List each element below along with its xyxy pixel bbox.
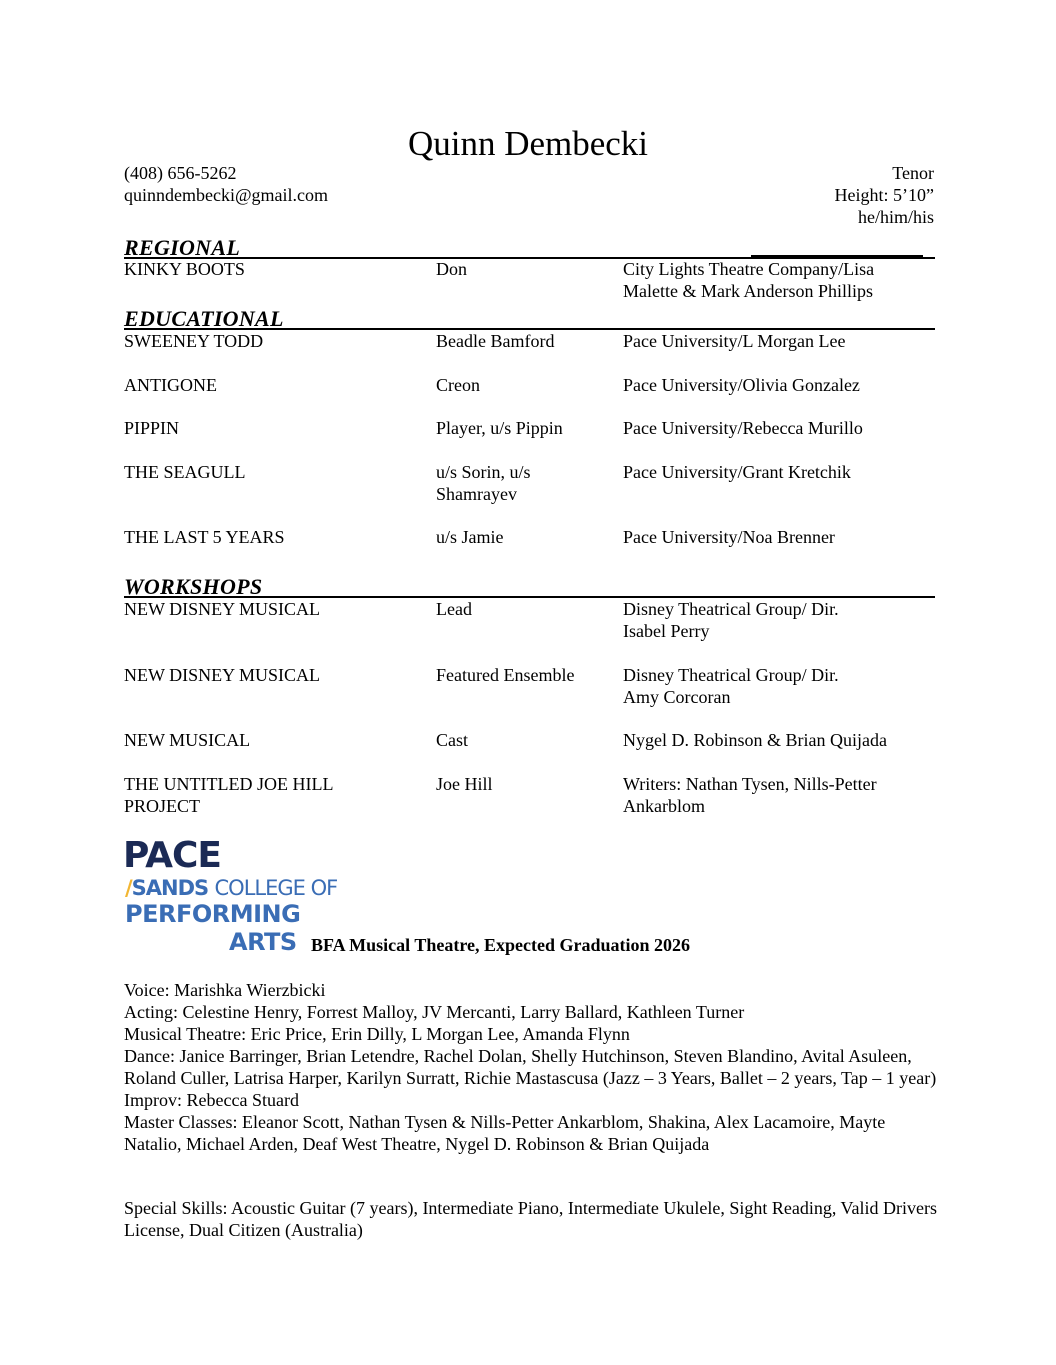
credit-show: THE UNTITLED JOE HILL PROJECT <box>124 774 333 816</box>
credit-role: Lead <box>436 599 472 619</box>
training-dance: Dance: Janice Barringer, Brian Letendre, Rachel Dolan, Shelly Hutchinson, Steven Blandino, Avital Asuleen, Roland Culler, Latrisa Harper, Karilyn Surratt, Richie Mastascusa (Jazz – 3 Years, Ballet – 2 years, Tap – 1 year) <box>124 1046 937 1088</box>
logo-performing: PERFORMING <box>125 900 301 928</box>
actor-stats <box>835 162 934 228</box>
credit-company: City Lights Theatre Company/Lisa Malette & Mark Anderson Phillips <box>623 259 875 301</box>
phone-number: (408) 656-5262 <box>124 163 237 183</box>
pronouns: he/him/his <box>858 207 934 227</box>
credit-show: ANTIGONE <box>124 375 217 395</box>
credit-show: KINKY BOOTS <box>124 259 245 279</box>
training-master-classes: Master Classes: Eleanor Scott, Nathan Tysen & Nills-Petter Ankarblom, Shakina, Alex Lacamoire, Mayte Natalio, Michael Arden, Deaf West Theatre, Nygel D. Robinson & Brian Quijada <box>124 1112 886 1154</box>
credit-company: Disney Theatrical Group/ Dir. Isabel Perry <box>623 599 839 641</box>
credit-company: Pace University/Grant Kretchik <box>623 462 851 482</box>
degree-line: BFA Musical Theatre, Expected Graduation 2026 <box>311 935 691 955</box>
credit-role: Cast <box>436 730 469 750</box>
credit-show: THE SEAGULL <box>124 462 246 482</box>
credit-company: Disney Theatrical Group/ Dir. Amy Corcoran <box>623 665 839 707</box>
credit-role: Beadle Bamford <box>436 331 555 351</box>
height: Height: 5’10” <box>834 185 934 205</box>
credit-show: SWEENEY TODD <box>124 331 264 351</box>
section-title: REGIONAL <box>124 235 241 260</box>
credit-role: u/s Sorin, u/s Shamrayev <box>436 462 531 504</box>
training-improv: Improv: Rebecca Stuard <box>124 1090 299 1110</box>
credit-show: NEW MUSICAL <box>124 730 251 750</box>
header-rule-fragment <box>751 255 923 257</box>
voice-type: Tenor <box>892 163 934 183</box>
training-musical-theatre: Musical Theatre: Eric Price, Erin Dilly, L Morgan Lee, Amanda Flynn <box>124 1024 630 1044</box>
training-section <box>124 979 939 1155</box>
credit-company: Pace University/L Morgan Lee <box>623 331 846 351</box>
credit-company: Nygel D. Robinson & Brian Quijada <box>623 730 887 750</box>
section-header-workshops <box>124 570 935 598</box>
credit-show: NEW DISNEY MUSICAL <box>124 665 320 685</box>
credit-company: Pace University/Rebecca Murillo <box>623 418 863 438</box>
logo-line-sands <box>125 876 337 900</box>
section-header-educational <box>124 302 935 330</box>
credit-show: NEW DISNEY MUSICAL <box>124 599 320 619</box>
credit-role: Joe Hill <box>436 774 493 794</box>
credit-show: PIPPIN <box>124 418 180 438</box>
credit-show: THE LAST 5 YEARS <box>124 527 285 547</box>
credit-role: u/s Jamie <box>436 527 504 547</box>
credit-role: Player, u/s Pippin <box>436 418 563 438</box>
logo-arts: ARTS <box>229 928 297 956</box>
credit-role: Creon <box>436 375 480 395</box>
email-address: quinndembecki@gmail.com <box>124 185 329 205</box>
section-title: WORKSHOPS <box>124 574 263 599</box>
logo-sands: SANDS <box>131 876 209 900</box>
credit-role: Featured Ensemble <box>436 665 575 685</box>
logo-slash: / <box>125 876 132 900</box>
training-acting: Acting: Celestine Henry, Forrest Malloy, JV Mercanti, Larry Ballard, Kathleen Turner <box>124 1002 745 1022</box>
actor-name: Quinn Dembecki <box>407 124 649 163</box>
pace-university-logo <box>123 835 338 956</box>
training-voice: Voice: Marishka Wierzbicki <box>124 980 326 1000</box>
credit-role: Don <box>436 259 467 279</box>
logo-college-of: COLLEGE OF <box>214 876 338 900</box>
credit-company: Pace University/Noa Brenner <box>623 527 835 547</box>
credit-company: Pace University/Olivia Gonzalez <box>623 375 860 395</box>
logo-wordmark-pace: PACE <box>123 835 221 876</box>
section-title: EDUCATIONAL <box>124 306 284 331</box>
credit-company: Writers: Nathan Tysen, Nills-Petter Ankarblom <box>623 774 877 816</box>
special-skills: Special Skills: Acoustic Guitar (7 years), Intermediate Piano, Intermediate Ukulele, Sight Reading, Valid Drivers License, Dual Citizen (Australia) <box>124 1198 937 1240</box>
contact-info <box>124 162 328 206</box>
